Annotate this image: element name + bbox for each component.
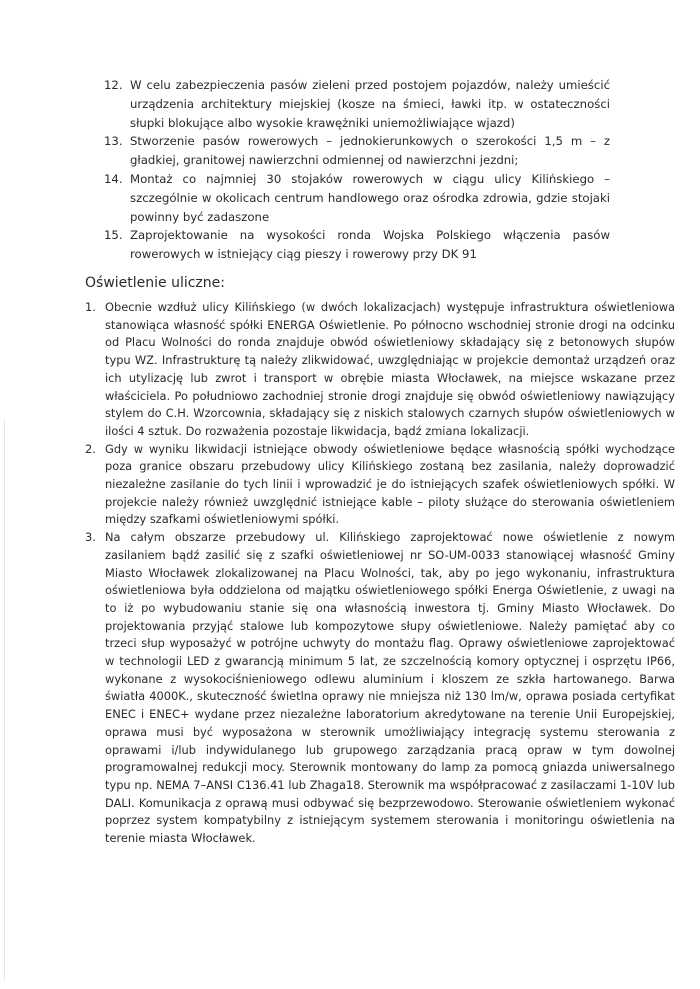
section-heading: Oświetlenie uliczne:: [85, 275, 225, 291]
list-item: [104, 226, 610, 264]
requirements-list: [104, 76, 610, 264]
item-number: 2.: [85, 441, 96, 456]
item-text: Obecnie wzdłuż ulicy Kilińskiego (w dwóch lokalizacjach) występuje infrastruktura oświetleniowa stanowiąca własność spółki ENERGA Oświetlenie. Po północno wschodniej stronie drogi na odcinku od Placu Wolności do ronda znajduje obwód oświetleniowy składający się z betonowych słupów typu WZ. Infrastrukturę tą należy zlikwidować, uwzględniając w projekcie demontaż urządzeń oraz ich utylizację lub zwrot i transport w obrębie miasta Włocławek, na miejsce wskazane przez właściciela. Po południowo zachodniej stronie drogi znajduje się obwód oświetleniowy nawiązujący stylem do C.H. Wzorcownia, składający się z niskich stalowych czarnych słupów oświetleniowych w ilości 4 sztuk. Do rozważenia pozostaje likwidacja, bądź zmiana lokalizacji.: [105, 300, 675, 438]
item-number: 1.: [85, 300, 96, 314]
lighting-list: [85, 299, 675, 848]
list-item: [104, 76, 610, 132]
list-item: [85, 299, 675, 441]
item-number: 13.: [104, 134, 123, 149]
item-text: Zaprojektowanie na wysokości ronda Wojska Polskiego włączenia pasów rowerowych w istniejący ciąg pieszy i rowerowy przy DK 91: [130, 228, 610, 262]
item-number: 15.: [104, 228, 123, 243]
item-text: Gdy w wyniku likwidacji istniejące obwody oświetleniowe będące własnością spółki wychodzące poza granice obszaru przebudowy ulicy Kilińskiego zostaną bez zasilania, należy doprowadzić niezależne zasilanie do tych linii i wprowadzić je do istniejących szafek oświetleniowych spółki. W projekcie należy również uwzględnić istniejące kable – piloty służące do sterowania oświetleniem między szafkami oświetleniowymi spółki.: [105, 441, 675, 527]
list-item: [104, 170, 610, 226]
item-text: W celu zabezpieczenia pasów zieleni przed postojem pojazdów, należy umieścić urządzenia architektury miejskiej (kosze na śmieci, ławki itp. w ostateczności słupki blokujące albo wysokie krawężniki uniemożliwiające wjazd): [130, 78, 610, 130]
item-number: 14.: [104, 171, 123, 186]
item-number: 3.: [85, 530, 96, 545]
item-number: 12.: [104, 78, 123, 92]
item-text: Stworzenie pasów rowerowych – jednokierunkowych o szerokości 1,5 m – z gładkiej, granitowej nawierzchni odmiennej od nawierzchni jezdni;: [130, 134, 610, 168]
item-text: Montaż co najmniej 30 stojaków rowerowych w ciągu ulicy Kilińskiego – szczególnie w okolicach centrum handlowego oraz ośrodka zdrowia, gdzie stojaki powinny być zadaszone: [130, 171, 610, 224]
scan-edge-line: [4, 420, 5, 980]
item-text: Na całym obszarze przebudowy ul. Kilińskiego zaprojektować nowe oświetlenie z nowym zasilaniem bądź zasilić się z szafki oświetleniowej nr SO-UM-0033 stanowiącej własność Gminy Miasto Włocławek zlokalizowanej na Placu Wolności, tak, aby po jego wykonaniu, infrastruktura oświetleniowa była oddzielona od majątku oświetleniowego spółki Energa Oświetlenie, z uwagi na to iż po wybudowaniu stanie się ona własnością inwestora tj. Gminy Miasto Włocławek. Do projektowania przyjąć stalowe lub kompozytowe słupy oświetleniowe. Należy pamiętać aby co trzeci słup wyposażyć w potrójne uchwyty do montażu flag. Oprawy oświetleniowe zaprojektować w technologii LED z gwarancją minimum 5 lat, ze szczelnością komory optycznej i osprzętu IP66, wykonane z wysokociśnieniowego odlewu aluminium i kloszem ze szkła hartowanego. Barwa światła 4000K., skuteczność świetlna oprawy nie mniejsza niż 130 lm/w, oprawa posiada certyfikat ENEC i ENEC+ wydane przez niezależne laboratorium akredytowane na terenie Unii Europejskiej, oprawa musi być wyposażona w sterownik umożliwiający integrację systemu sterowania z oprawami i/lub indywidulanego lub grupowego zarządzania pracą opraw w tym dowolnej programowalnej redukcji mocy. Sterownik montowany do lamp za pomocą gniazda uniwersalnego typu np. NEMA 7–ANSI C136.41 lub Zhaga18. Sterownik ma współpracować z zasilaczami 1-10V lub DALI. Komunikacja z oprawą musi odbywać się bezprzewodowo. Sterowanie oświetleniem wykonać poprzez system kompatybilny z istniejącym systemem sterowania i monitoringu oświetlenia na terenie miasta Włocławek.: [105, 530, 675, 846]
list-item: [104, 132, 610, 170]
list-item: [85, 529, 675, 848]
list-item: [85, 441, 675, 530]
